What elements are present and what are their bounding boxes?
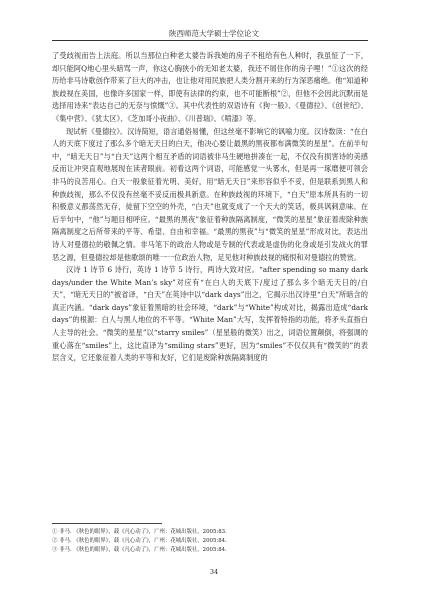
footnotes (52, 528, 368, 555)
header-rule (52, 40, 368, 41)
page-number: 34 (209, 568, 219, 576)
running-header: 陕西师范大学硕士学位论文 (169, 29, 259, 38)
footnote: ① 非马. 《秋色的眼界》，载《凡心动了》，广州：花城出版社，2005:83. (52, 529, 227, 535)
footnote: ② 非马. 《秋色的眼界》，载《凡心动了》，广州：花城出版社，2005:84. (52, 538, 227, 544)
body-text (52, 50, 368, 365)
footnote-rule (52, 523, 162, 524)
footnote: ③ 非马. 《秋色的眼界》，载《凡心动了》，广州：花城出版社，2005:84. (52, 547, 227, 553)
paragraph: 现试析《曼德拉》。汉诗简短，语言通俗易懂，但这丝毫不影响它的讽喻力度。汉诗数读：“在白人的天底下度过了那么多个暗无天日的白天，他决心要让最黑的黑夜都布满微笑的星星”。在前半句中，“暗无天日”与“白天”这两个相互矛盾的词语被非马生硬地拼凑在一起，不仅没有损害诗的美感反而让冲突直观地展现在读者眼前。初看这两个词语，可能感觉一头雾水，但是再一琢磨便可领会非马的良苦用心。白天一般象征着光明、美好，用“暗无天日”来形容似乎不妥，但是联系到黑人和种族歧视，那么不仅没有丝毫不妥反而极具新意。在种族歧视的环境下，“白天”原本所具有的一切积极意义都荡然无存，徒留下空空的外壳，“白天”也就变成了一个天大的笑话，极具讽刺意味。在后半句中，“他”与题目相呼应。“最黑的黑夜”象征着种族隔离制度，“微笑的星星”象征着废除种族隔离制度之后所带来的平等、希望、自由和幸福。“最黑的黑夜”与“微笑的星星”形成对比，表达出诗人对曼德拉的敬佩之情。非马笔下的政治人物或是专制的代表或是虚伪的化身或是引发战火的罪恶之源，但曼德拉却是他歌颂的唯一一位政治人物，足见他对种族歧视的痛恨和对曼德拉的赞赏。 (52, 126, 368, 262)
paragraph: 汉诗 1 诗节 6 诗行，英诗 1 诗节 5 诗行，两诗大致对应。“after spending so many dark days/under the White Man’s sky”对应有“在白人的天底下/度过了那么多个暗无天日的/白天”，“暗无天日的”被省译，“白天”在英诗中以“dark days”出之，它揭示出汉诗里“白天”所暗含的真正内涵。“dark days”象征着黑暗的社会环境，“dark”与“White”构成对比，揭露出造成“dark days”的根源：白人与黑人地位的不平等。“White Man”大写，发挥着特指的功能，将矛头直指白人主导的社会。“微笑的星星”以“starry smiles”（星星般的微笑）出之，词语位置颠倒，将强调的重心落在“smiles”上，这比直译为“smiling stars”更好，因为“smiles”不仅仅具有“微笑的”的表层含义，它还象征着人类的平等和友好，它们是废除种族隔离制度的 (52, 265, 368, 363)
paragraph: 了受歧视而告上法庭。所以当那位白种老太婆告诉我她的房子不租给有色人种时，我虽怔了一下，却只能阿Q地心里头暗骂一声，你这心胸狭小的无知老太婆，我还不屑住你的房子哩！”①这次的经历给非马诗歌创作带来了巨大的冲击，也让他对用民族把人类分割开来的行为深恶痛绝。他“知道种族歧视在美国，也像许多国家一样，即使有法律的约束，也不可能断根”②，但他不会因此沉默而是选择用诗来“表达自己的无奈与愤慨”③。其中代表性的双语诗有《狗一般》、《曼德拉》、《创世纪》、《集中营》、《犹太区》、《芝加哥小夜曲》、《川普瑞》、《喷漆》等。 (52, 51, 368, 123)
